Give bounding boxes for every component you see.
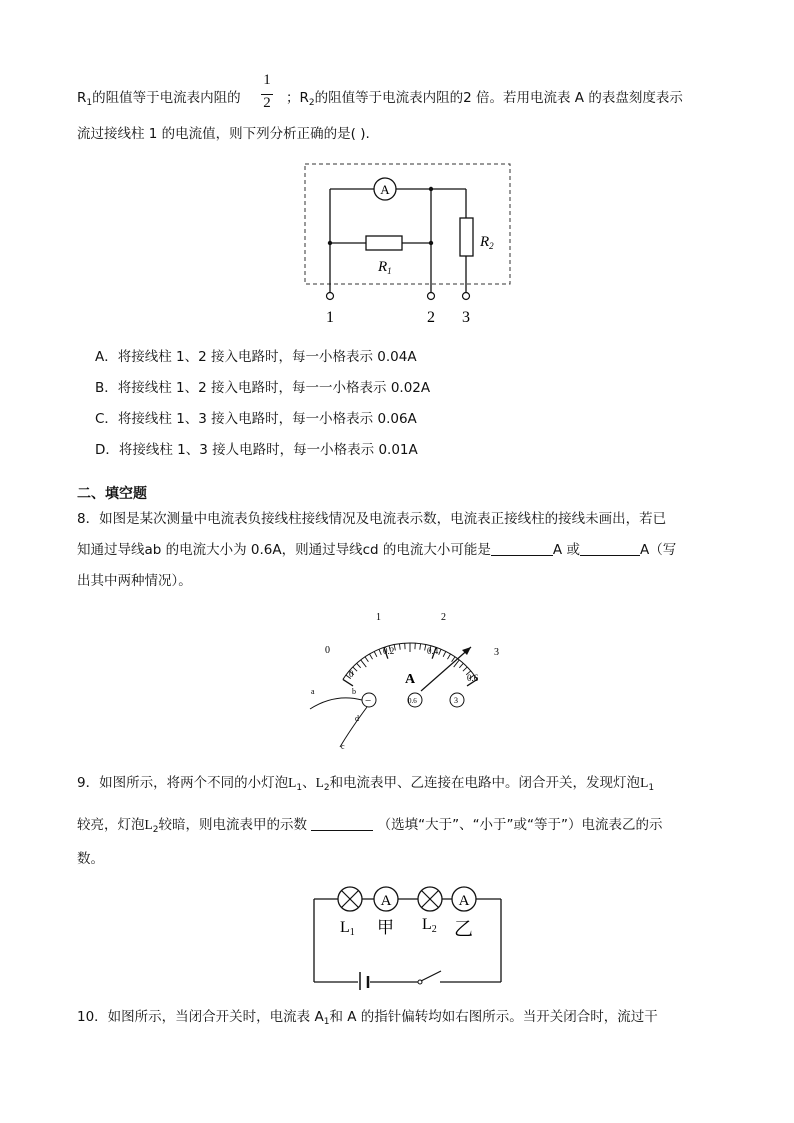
dial-tick [459, 663, 463, 667]
dial-tick [399, 644, 400, 650]
q10-text-b: 和 A 的指针偏转均如右图所示。当开关闭合时，流过干 [329, 1009, 658, 1025]
dial-label: A [405, 672, 416, 687]
q8-blank-2[interactable] [580, 541, 640, 556]
r1-label: $R_1$ [378, 259, 392, 276]
dial-tick [361, 660, 367, 667]
q10-text-a: 10．如图所示，当闭合开关时，电流表 A [77, 1009, 324, 1025]
r1-subscript: 1 [86, 98, 93, 108]
top-scale-0: 0 [325, 645, 330, 656]
dial-tick [394, 645, 395, 651]
q9-circuit-figure [310, 880, 505, 990]
q9-text-c: 较亮，灯泡 [77, 817, 145, 833]
q7-line2: 流过接线柱 1 的电流值，则下列分析正确的是( ). [77, 126, 370, 142]
terminal-06-label: 0.6 [408, 697, 417, 705]
fraction-numerator: 1 [263, 72, 271, 88]
dashed-enclosure [305, 164, 510, 284]
q7-text-c: ；R [286, 90, 309, 106]
dial-tick [443, 651, 446, 656]
l1-symbol-2: L [640, 775, 649, 790]
dial-tick [374, 651, 377, 656]
resistor-r2-icon [460, 218, 473, 256]
wire-ab [310, 698, 362, 709]
dial-tick [365, 657, 368, 662]
q10-line1 [77, 1007, 658, 1032]
q9-text-a: 9．如图所示，将两个不同的小灯泡 [77, 775, 289, 791]
q8-text-c: A（写 [639, 542, 677, 558]
q9-line1 [77, 773, 654, 798]
a1-sub: 1 [323, 1017, 330, 1027]
dial-tick [343, 679, 353, 686]
ammeter-jia-label: A [380, 893, 392, 909]
label-l1: L1 [340, 919, 355, 938]
q7-text-b: 的阻值等于电流表内阻的 [92, 90, 241, 106]
l2-symbol-2: L [144, 817, 153, 832]
q9-sep: 、 [302, 775, 316, 791]
resistor-r1-icon [366, 236, 402, 250]
l2-symbol: L [315, 775, 324, 790]
top-scale-2: 2 [441, 612, 446, 623]
terminal-2-icon [428, 293, 435, 300]
q9-line2 [77, 815, 663, 840]
bottom-scale-04: 0.4 [427, 646, 439, 656]
terminal-1-label: 1 [326, 309, 334, 326]
label-yi: 乙 [454, 919, 474, 940]
l1-sub: 1 [296, 783, 303, 793]
wire-label-c: c [341, 742, 345, 751]
terminal-3-icon [463, 293, 470, 300]
fraction-denominator: 2 [263, 95, 271, 111]
bottom-scale-02: 0.2 [383, 646, 395, 656]
dial-tick [379, 649, 381, 655]
q7-option-c: C．将接线柱 1、3 接入电路时，每一小格表示 0.06A [95, 411, 417, 427]
q7-circuit-figure [300, 162, 514, 330]
r1-symbol: R [77, 90, 87, 106]
q7-line1-rest [286, 88, 683, 113]
q9-text-e: （选填“大于”、“小于”或“等于”）电流表乙的示 [377, 817, 663, 833]
q7-option-a: A．将接线柱 1、2 接入电路时，每一小格表示 0.04A [95, 349, 417, 365]
ammeter-yi-label: A [458, 893, 470, 909]
q9-blank[interactable] [311, 816, 373, 831]
dial-tick [439, 649, 441, 655]
dial-tick [357, 663, 361, 667]
q9-line3: 数。 [77, 851, 104, 867]
terminal-3-dial-label: 3 [454, 696, 458, 705]
l1-symbol: L [288, 775, 297, 790]
wire-label-b: b [352, 687, 356, 696]
r2-subscript: 2 [308, 98, 315, 108]
wire-label-a: a [311, 687, 315, 696]
wire-cd [340, 707, 367, 747]
q7-option-b: B．将接线柱 1、2 接入电路时，每一一小格表示 0.02A [95, 380, 431, 396]
q8-line2 [77, 540, 676, 560]
q8-text-a: 知通过导线ab 的电流大小为 0.6A，则通过导线cd 的电流大小可能是 [77, 542, 491, 558]
q8-line1: 8．如图是某次测量中电流表负接线柱接线情况及电流表示数，电流表正接线柱的接线未画出，若已 [77, 511, 667, 527]
dial-tick [447, 654, 450, 659]
bottom-scale-06: 0.6 [467, 673, 479, 683]
q7-line1 [77, 88, 241, 113]
bottom-scale-0: 0 [349, 669, 354, 679]
l2-sub-2: 2 [152, 825, 159, 835]
dial-tick [425, 645, 426, 651]
q9-text-d: 较暗，则电流表甲的示数 [158, 817, 307, 833]
terminal-2-label: 2 [427, 309, 435, 326]
dial-tick [420, 644, 421, 650]
label-l2: L2 [422, 916, 437, 935]
neg-terminal-label: − [365, 695, 372, 707]
l2-sub: 2 [323, 783, 330, 793]
top-scale-1: 1 [376, 612, 381, 623]
l1-sub-2: 1 [648, 783, 655, 793]
dial-tick [463, 667, 467, 671]
q8-line3: 出其中两种情况）。 [77, 573, 192, 589]
r2-label: $R_2$ [480, 234, 494, 251]
terminal-3-label: 3 [462, 309, 470, 326]
dial-tick [370, 654, 373, 659]
terminal-1-icon [327, 293, 334, 300]
q8-blank-1[interactable] [491, 541, 553, 556]
label-jia: 甲 [377, 918, 394, 937]
wire-label-d: d [355, 714, 359, 723]
q7-text-d: 的阻值等于电流表内阻的2 倍。若用电流表 A 的表盘刻度表示 [314, 90, 683, 106]
q8-text-b: A 或 [552, 542, 580, 558]
section-title: 二、填空题 [77, 486, 147, 502]
q7-option-d: D．将接线柱 1、3 接人电路时，每一小格表示 0.01A [95, 442, 418, 458]
q9-text-b: 和电流表甲、乙连接在电路中。闭合开关，发现灯泡 [329, 775, 641, 791]
q8-ammeter-dial-figure [305, 605, 505, 755]
ammeter-label: A [380, 182, 390, 197]
top-scale-3: 3 [494, 647, 499, 658]
